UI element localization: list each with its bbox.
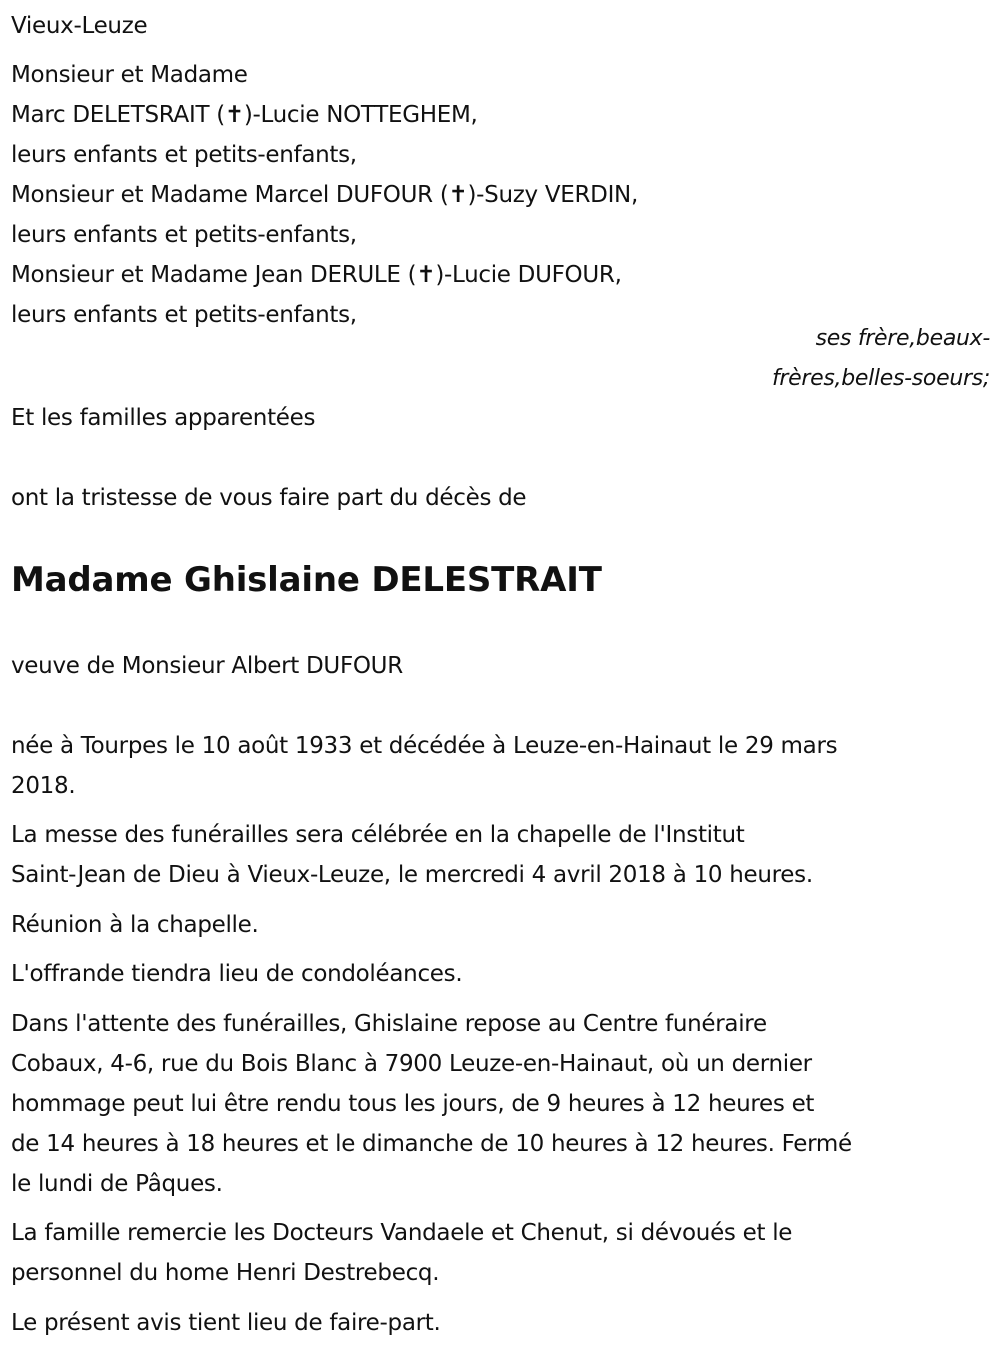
viewing-line: Dans l'attente des funérailles, Ghislaine repose au Centre funéraire [11, 1011, 767, 1037]
birth-death-line: née à Tourpes le 10 août 1933 et décédée à Leuze-en-Hainaut le 29 mars [11, 733, 838, 759]
family-line: leurs enfants et petits-enfants, [11, 142, 357, 168]
gathering-text: Réunion à la chapelle. [11, 912, 259, 938]
widow-of-text: veuve de Monsieur Albert DUFOUR [11, 653, 403, 679]
thanks-line: personnel du home Henri Destrebecq. [11, 1260, 440, 1286]
viewing-line: hommage peut lui être rendu tous les jours, de 9 heures à 12 heures et [11, 1091, 815, 1117]
family-line: Monsieur et Madame [11, 62, 248, 88]
family-line: Monsieur et Madame Marcel DUFOUR (✝)-Suzy VERDIN, [11, 182, 638, 208]
family-line: leurs enfants et petits-enfants, [11, 222, 357, 248]
location-text: Vieux-Leuze [11, 13, 148, 39]
viewing-line: Cobaux, 4-6, rue du Bois Blanc à 7900 Leuze-en-Hainaut, où un dernier [11, 1051, 812, 1077]
birth-death-line: 2018. [11, 773, 76, 799]
family-line: leurs enfants et petits-enfants, [11, 302, 357, 328]
mass-line: La messe des funérailles sera célébrée en la chapelle de l'Institut [11, 822, 745, 848]
viewing-line: le lundi de Pâques. [11, 1171, 223, 1197]
relation-line: frères,belles-soeurs; [771, 366, 990, 391]
extended-family-text: Et les familles apparentées [11, 405, 316, 431]
mass-line: Saint-Jean de Dieu à Vieux-Leuze, le mercredi 4 avril 2018 à 10 heures. [11, 862, 813, 888]
thanks-line: La famille remercie les Docteurs Vandaele et Chenut, si dévoués et le [11, 1220, 793, 1246]
closing-text: Le présent avis tient lieu de faire-part. [11, 1310, 441, 1336]
viewing-line: de 14 heures à 18 heures et le dimanche de 10 heures à 12 heures. Fermé [11, 1131, 852, 1157]
announcement-text: ont la tristesse de vous faire part du décès de [11, 485, 527, 511]
relation-line: ses frère,beaux- [815, 326, 990, 351]
offering-text: L'offrande tiendra lieu de condoléances. [11, 961, 463, 987]
deceased-name: Madame Ghislaine DELESTRAIT [11, 560, 602, 600]
family-line: Monsieur et Madame Jean DERULE (✝)-Lucie DUFOUR, [11, 262, 622, 288]
family-line: Marc DELETSRAIT (✝)-Lucie NOTTEGHEM, [11, 102, 478, 128]
